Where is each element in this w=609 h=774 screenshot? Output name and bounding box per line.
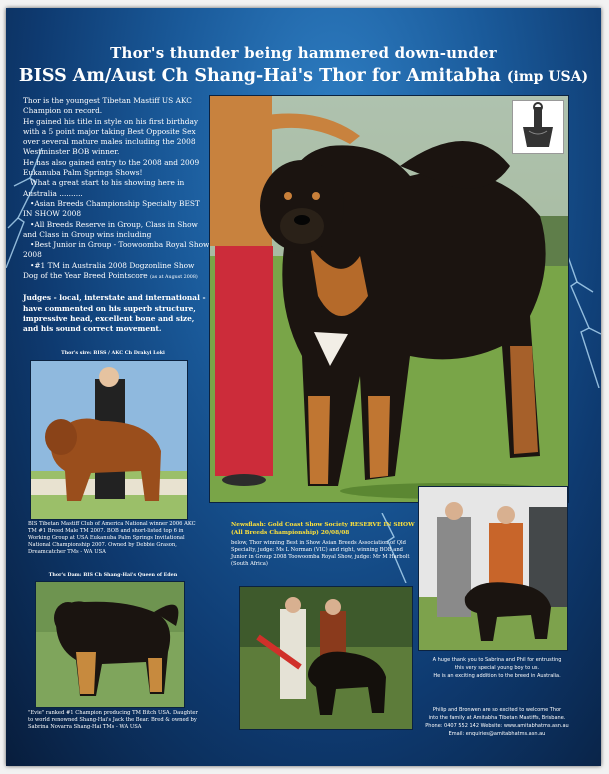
contact-info — [417, 706, 577, 738]
bob-photo — [418, 486, 568, 651]
thor-dog-illustration — [210, 96, 568, 502]
thanks-note — [417, 656, 577, 680]
contact-email: Email: enquiries@amitabhatms.asn.au — [448, 731, 546, 737]
bis-win-illustration — [240, 587, 412, 729]
sire-label: Thor's sire: BISS / AKC Ch Drakyi Loki — [61, 350, 165, 356]
hammer-icon — [513, 101, 563, 153]
achievement-item: •All Breeds Reserve in Group, Class in Show and Class in Group wins including — [23, 219, 198, 239]
judges-paragraph: Judges - local, interstate and international - have commented on his superb structure, impressive head, excellent bone and size, and his sound correct movement. — [23, 293, 206, 334]
contact-line: Philip and Bronwen are so excited to welcome Thor — [432, 707, 562, 713]
page-title — [6, 66, 601, 86]
advertisement-page — [6, 8, 601, 766]
newsflash-title: Newsflash: Gold Coast Show Society RESERVE IN SHOW (All Breeds Championship) 20/08/08 — [231, 522, 415, 536]
newsflash — [231, 522, 416, 568]
dam-label: Thor's Dam: BIS Ch Shang-Hai's Queen of Eden — [48, 572, 178, 578]
bob-win-illustration — [419, 487, 567, 650]
achievement-item: •Best Junior in Group - Toowoomba Royal Show 2008 — [23, 240, 210, 260]
main-photo-thor — [209, 95, 569, 503]
thanks-line: this very special young boy to us. — [454, 665, 540, 671]
contact-phone-website: Phone: 0407 552 142 Website: www.amitabhatms.asn.au — [425, 723, 569, 729]
thanks-line: He is an exciting addition to the breed in Australia. — [433, 673, 561, 679]
newsflash-caption: below, Thor winning Best in Show Asian Breeds Association of Qld Specialty, judge: Ms L Norman (VIC) and right, winning BOB and Junior in Group 2008 Toowoomba Royal Show, judge: Mr M Harbolt (South Africa) — [231, 540, 410, 567]
achievement-item — [23, 261, 211, 284]
achievement-text: •#1 TM in Australia 2008 Dogzonline Show Dog of the Year Breed Pointscore — [23, 260, 195, 281]
dam-dog-illustration — [36, 582, 184, 707]
page-subtitle: Thor's thunder being hammered down-under — [110, 44, 497, 62]
thanks-line: A huge thank you to Sabrina and Phil for entrusting — [432, 657, 562, 663]
contact-line: into the family at Amitabha Tibetan Mastiffs, Brisbane. — [428, 715, 566, 721]
dog-name-title: BISS Am/Aust Ch Shang-Hai's Thor for Amitabha — [18, 66, 501, 86]
bis-photo — [239, 586, 413, 730]
sire-photo — [30, 360, 188, 520]
sire-dog-illustration — [31, 361, 187, 519]
intro-paragraph: What a great start to his showing here in Australia .......... — [23, 178, 185, 198]
import-note: (imp USA) — [506, 69, 589, 85]
sire-caption: BIS Tibetan Mastiff Club of America National winner 2006 AKC TM #1 Breed Male TM 2007. BOB and short-listed top 6 in Working Group at USA Eukanuba Palm Springs Invitational National Championship 2007. Owned by Debbie Grason, Dreamcatcher TMs - WA USA — [28, 521, 196, 555]
dam-photo — [35, 581, 185, 708]
intro-paragraph: Thor is the youngest Tibetan Mastiff US AKC Champion on record. — [23, 96, 192, 116]
intro-paragraph: He has also gained entry to the 2008 and 2009 Eukanuba Palm Springs Shows! — [23, 157, 200, 178]
thors-hammer-logo — [512, 100, 564, 154]
intro-paragraph: He gained his title in style on his first birthday with a 5 point major taking Best Opposite Sex over several mature males including the 2008 Westminster BOB winner. — [23, 116, 199, 157]
achievement-item: •Asian Breeds Championship Specialty BEST IN SHOW 2008 — [23, 198, 200, 219]
intro-text — [23, 96, 211, 335]
achievement-note: (as at August 2008) — [150, 275, 198, 281]
dam-caption: "Evie" ranked #1 Champion producing TM Bitch USA. Daughter to world renowned Shang-Hai's Jack the Bear. Bred & owned by Sabrina Novarra Shang-Hai TMs - WA USA — [28, 710, 198, 730]
